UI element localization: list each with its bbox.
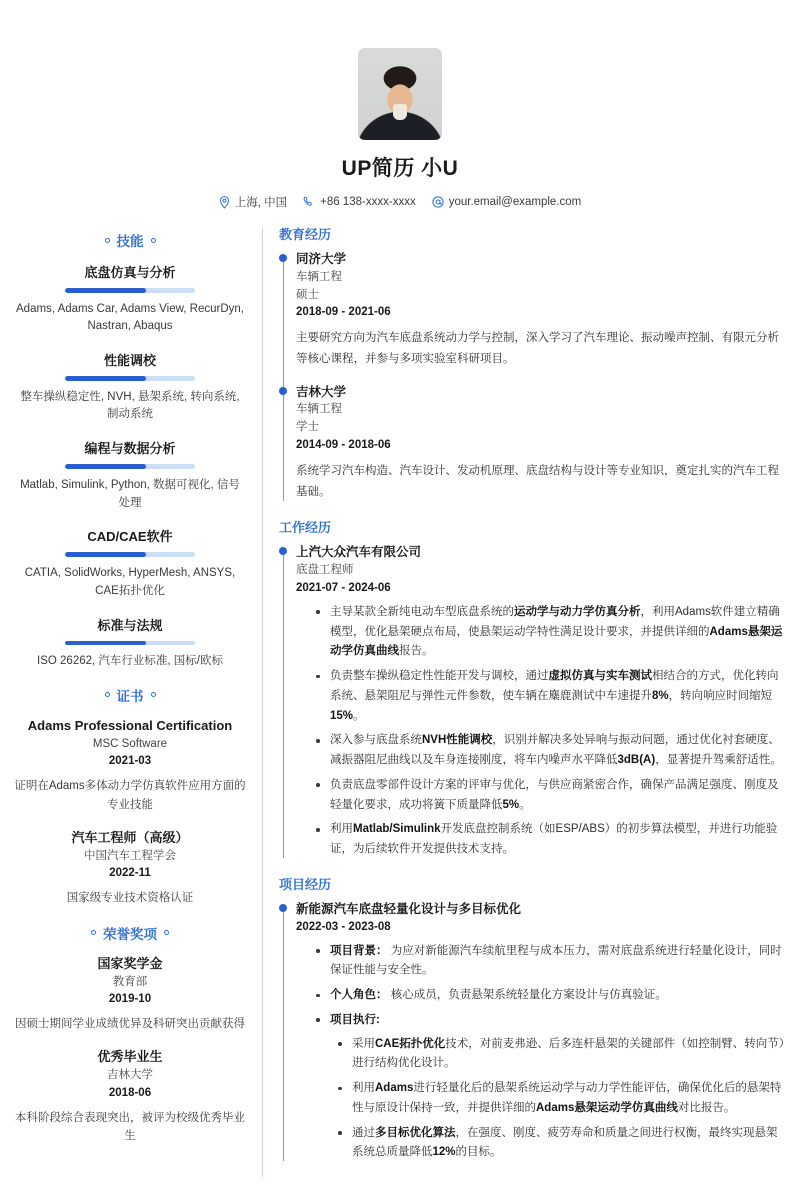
work-company: 上汽大众汽车有限公司 bbox=[296, 545, 422, 560]
skill-item bbox=[14, 438, 246, 512]
phone-icon bbox=[303, 196, 315, 208]
project-entry bbox=[296, 900, 786, 1163]
skill-name: 底盘仿真与分析 bbox=[84, 265, 176, 280]
work-timeline bbox=[279, 543, 786, 860]
education-entry bbox=[296, 250, 786, 371]
education-major: 车辆工程 bbox=[296, 403, 342, 416]
education-description: 系统学习汽车构造、汽车设计、发动机原理、底盘结构与设计等专业知识，奠定扎实的汽车工程基础。 bbox=[296, 464, 779, 499]
block-title: 国家奖学金 bbox=[97, 955, 163, 971]
portrait-photo-image bbox=[358, 48, 442, 140]
project-date: 2022-03 - 2023-08 bbox=[296, 920, 391, 933]
work-bullet: 负责底盘零部件设计方案的评审与优化，与供应商紧密合作，确保产品满足强度、刚度及轻量化要求，成功将簧下质量降低5%。 bbox=[330, 776, 786, 816]
skills-list bbox=[14, 262, 246, 671]
sidebar-awards-title: 荣誉奖项 bbox=[103, 926, 157, 942]
skill-name: 编程与数据分析 bbox=[84, 441, 176, 457]
block-date: 2021-03 bbox=[108, 754, 152, 767]
skill-progress-track bbox=[65, 288, 195, 293]
circle-ornament-icon bbox=[164, 930, 169, 935]
circle-ornament-icon bbox=[105, 238, 110, 243]
work-heading: 工作经历 bbox=[279, 520, 332, 536]
block-date: 2018-06 bbox=[108, 1086, 152, 1099]
awards-list bbox=[14, 955, 246, 1146]
award-item bbox=[14, 1048, 246, 1145]
skill-detail: 整车操纵稳定性, NVH, 悬架系统, 转向系统, 制动系统 bbox=[20, 390, 240, 421]
block-issuer: 中国汽车工程学会 bbox=[84, 849, 176, 862]
resume-header bbox=[0, 0, 800, 224]
education-school: 同济大学 bbox=[296, 252, 347, 266]
main-column bbox=[263, 224, 786, 1177]
block-issuer: 吉林大学 bbox=[107, 1069, 153, 1082]
block-issuer: MSC Software bbox=[92, 737, 168, 750]
work-bullet: 主导某款全新纯电动车型底盘系统的运动学与动力学仿真分析，利用Adams软件建立精确模型，优化悬架硬点布局，使悬架运动学特性满足设计要求，并提供详细的Adams悬架运动学仿真曲线报告。 bbox=[330, 603, 786, 662]
sidebar-section-skills-heading bbox=[14, 230, 246, 250]
skill-detail: Matlab, Simulink, Python, 数据可视化, 信号处理 bbox=[20, 478, 240, 509]
work-bullet-list bbox=[296, 603, 786, 860]
block-description: 证明在Adams多体动力学仿真软件应用方面的专业技能 bbox=[14, 780, 246, 811]
certificate-item bbox=[14, 829, 246, 908]
skill-item bbox=[14, 350, 246, 424]
block-description: 因硕士期间学业成绩优异及科研突出贡献获得 bbox=[15, 1018, 245, 1031]
project-heading: 项目经历 bbox=[279, 877, 332, 892]
block-date: 2022-11 bbox=[109, 867, 151, 880]
skill-detail: Adams, Adams Car, Adams View, RecurDyn, Nastran, Abaqus bbox=[16, 302, 244, 333]
section-project bbox=[279, 874, 786, 1163]
project-timeline bbox=[279, 900, 786, 1163]
skill-name: 性能调校 bbox=[103, 353, 156, 369]
circle-ornament-icon bbox=[151, 692, 156, 697]
project-bullet: 项目执行: 采用CAE拓扑优化技术，对前麦弗逊、后多连杆悬架的关键部件（如控制臂、转向节）进行结构优化设计。 利用Adams进行轻量化后的悬架系统运动学与动力学性能评估，确保优化后的悬架特性与原设计保持一致，并提供详细的Adams悬架运动学仿真曲线对比报告。 通过多目标优化算法，在强度、刚度、疲劳寿命和质量之间进行权衡，最终实现悬架系统总质量降低12%的目标。 bbox=[330, 1011, 786, 1163]
education-degree: 硕士 bbox=[296, 288, 319, 301]
project-bullet: 项目背景： 为应对新能源汽车续航里程与成本压力，需对底盘系统进行轻量化设计，同时保证性能与安全性。 bbox=[330, 942, 786, 982]
skill-progress-track bbox=[65, 464, 195, 469]
contact-email bbox=[432, 196, 581, 208]
sidebar-section-awards-heading bbox=[14, 923, 246, 943]
section-work bbox=[279, 517, 786, 860]
block-description: 国家级专业技术资格认证 bbox=[66, 892, 194, 905]
project-title: 新能源汽车底盘轻量化设计与多目标优化 bbox=[296, 902, 522, 916]
skill-progress-track bbox=[65, 376, 195, 381]
project-sub-bullet-list bbox=[330, 1035, 786, 1164]
skill-name: CAD/CAE软件 bbox=[87, 529, 173, 545]
contact-email-text: your.email@example.com bbox=[448, 196, 582, 208]
project-bullet: 个人角色： 核心成员，负责悬架系统轻量化方案设计与仿真验证。 bbox=[330, 986, 786, 1006]
skill-item bbox=[14, 262, 246, 336]
skill-progress-fill bbox=[65, 376, 146, 381]
work-bullet: 负责整车操纵稳定性性能开发与调校，通过虚拟仿真与实车测试相结合的方式，优化转向系统、悬架阻尼与弹性元件参数，使车辆在麋鹿测试中车速提升8%，转向响应时间缩短15%。 bbox=[330, 667, 786, 726]
contact-bar bbox=[0, 194, 800, 210]
project-sub-bullet: 利用Adams进行轻量化后的悬架系统运动学与动力学性能评估，确保优化后的悬架特性与原设计保持一致，并提供详细的Adams悬架运动学仿真曲线对比报告。 bbox=[352, 1079, 786, 1119]
project-sub-bullet: 通过多目标优化算法，在强度、刚度、疲劳寿命和质量之间进行权衡，最终实现悬架系统总质量降低12%的目标。 bbox=[352, 1124, 786, 1164]
location-pin-icon bbox=[219, 196, 230, 209]
block-description: 本科阶段综合表现突出，被评为校级优秀毕业生 bbox=[15, 1111, 245, 1143]
education-description: 主要研究方向为汽车底盘系统动力学与控制，深入学习了汽车理论、振动噪声控制、有限元分析等核心课程，并参与多项实验室科研项目。 bbox=[296, 332, 779, 366]
sidebar-skills-title: 技能 bbox=[116, 234, 144, 249]
circle-ornament-icon bbox=[91, 930, 96, 935]
page-title: UP简历 小U bbox=[341, 157, 459, 180]
sidebar-section-certificates-heading bbox=[14, 685, 246, 705]
award-item bbox=[14, 955, 246, 1034]
block-date: 2019-10 bbox=[108, 992, 152, 1005]
avatar bbox=[358, 48, 442, 140]
skill-progress-track bbox=[65, 552, 195, 557]
circle-ornament-icon bbox=[151, 238, 156, 243]
resume-body bbox=[0, 224, 800, 1197]
contact-location bbox=[219, 194, 287, 210]
skill-name: 标准与法规 bbox=[97, 617, 163, 633]
block-title: 优秀毕业生 bbox=[97, 1049, 163, 1065]
education-date: 2018-09 - 2021-06 bbox=[296, 306, 391, 319]
education-heading: 教育经历 bbox=[279, 227, 332, 242]
section-education bbox=[279, 224, 786, 503]
work-bullet: 深入参与底盘系统NVH性能调校，识别并解决多处异响与振动问题，通过优化衬套硬度、减振器阻尼曲线以及车身连接刚度，将车内噪声水平降低3dB(A)，显著提升驾乘舒适性。 bbox=[330, 731, 786, 771]
sidebar-certificates-title: 证书 bbox=[116, 688, 144, 704]
contact-location-text: 上海, 中国 bbox=[234, 197, 288, 209]
work-date: 2021-07 - 2024-06 bbox=[296, 582, 391, 594]
certificates-list bbox=[14, 717, 246, 908]
skill-progress-fill bbox=[65, 288, 146, 293]
skill-progress-fill bbox=[65, 464, 146, 469]
certificate-item bbox=[14, 717, 246, 814]
education-major: 车辆工程 bbox=[296, 270, 342, 283]
skill-detail: CATIA, SolidWorks, HyperMesh, ANSYS, CAE拓扑优化 bbox=[24, 566, 236, 597]
block-issuer: 教育部 bbox=[112, 975, 148, 988]
skill-progress-fill bbox=[65, 641, 146, 646]
skill-item bbox=[14, 615, 246, 671]
work-bullet: 利用Matlab/Simulink开发底盘控制系统（如ESP/ABS）的初步算法模型，并进行功能验证，为后续软件开发提供技术支持。 bbox=[330, 820, 786, 860]
contact-phone-text: +86 138-xxxx-xxxx bbox=[320, 196, 416, 208]
skill-progress-fill bbox=[65, 552, 146, 557]
block-title: 汽车工程师（高级） bbox=[71, 829, 189, 845]
work-role: 底盘工程师 bbox=[296, 564, 354, 577]
education-school: 吉林大学 bbox=[296, 384, 347, 399]
skill-detail: ISO 26262, 汽车行业标准, 国标/欧标 bbox=[37, 655, 223, 667]
education-degree: 学士 bbox=[296, 421, 319, 434]
skill-progress-track bbox=[65, 641, 195, 646]
circle-ornament-icon bbox=[105, 692, 110, 697]
education-timeline bbox=[279, 250, 786, 503]
contact-phone bbox=[303, 196, 416, 208]
block-title: Adams Professional Certification bbox=[27, 717, 233, 733]
project-sub-bullet: 采用CAE拓扑优化技术，对前麦弗逊、后多连杆悬架的关键部件（如控制臂、转向节）进行结构优化设计。 bbox=[352, 1035, 786, 1075]
email-icon bbox=[432, 196, 444, 208]
sidebar bbox=[14, 224, 262, 1161]
work-entry bbox=[296, 543, 786, 860]
skill-item bbox=[14, 526, 246, 600]
education-date: 2014-09 - 2018-06 bbox=[296, 439, 391, 452]
education-entry bbox=[296, 383, 786, 504]
